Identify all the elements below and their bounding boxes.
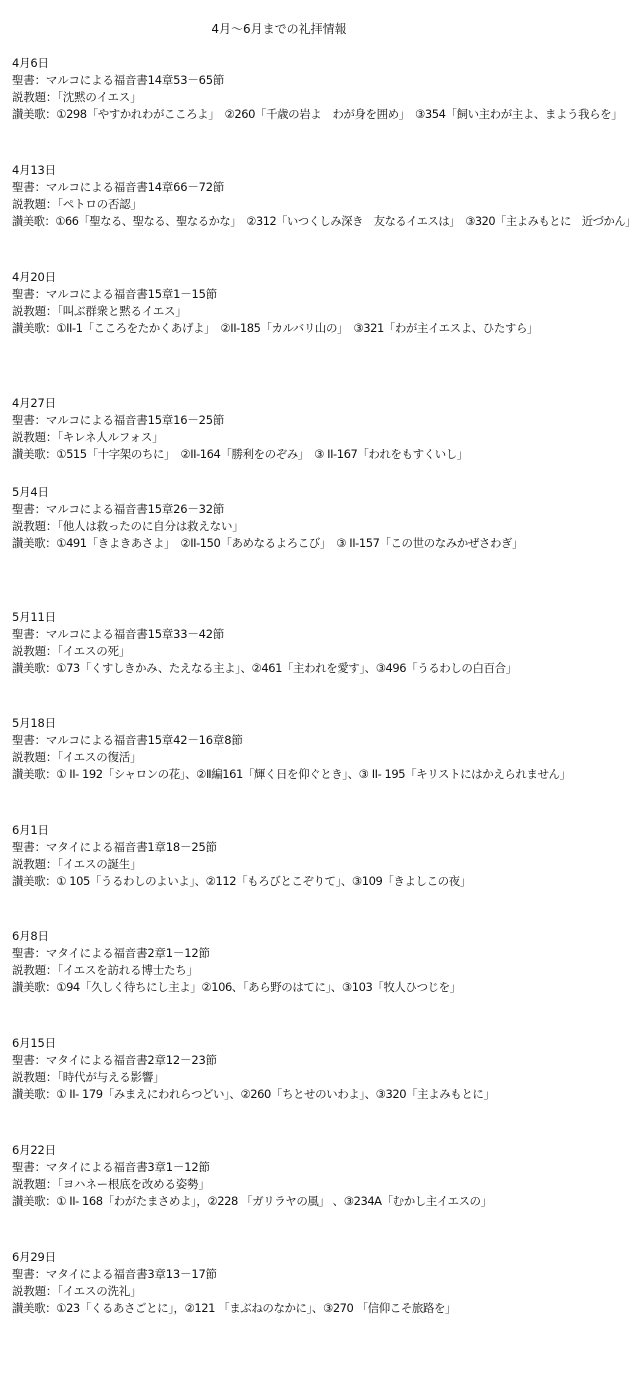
sermon-label: 説教題： — [12, 963, 58, 977]
entry-sermon: 「キレネ人ルフォス」 — [57, 430, 164, 444]
service-entry-0615 — [12, 1035, 636, 1103]
entry-scripture-line — [12, 626, 636, 643]
sermon-label: 説教題： — [12, 197, 58, 211]
entry-scripture-line — [12, 1266, 636, 1283]
sermon-label: 説教題： — [12, 1284, 58, 1298]
entry-hymns: ①94「久しく待ちにし主よ」②106、「あら野のはてに」、③103「牧人ひつじを」 — [56, 980, 461, 994]
hymns-label: 讃美歌： — [12, 874, 57, 888]
entry-scripture: マタイによる福音書2章1－12節 — [45, 946, 210, 960]
entry-sermon: 「沈黙のイエス」 — [57, 90, 142, 104]
entry-date: 6月22日 — [12, 1143, 56, 1157]
entry-sermon: 「叫ぶ群衆と黙るイエス」 — [57, 304, 187, 318]
entry-hymns-line — [12, 106, 636, 123]
scripture-label: 聖書： — [12, 180, 46, 194]
entry-hymns-line — [12, 1086, 636, 1103]
scripture-label: 聖書： — [12, 1160, 46, 1174]
entry-scripture-line — [12, 1052, 636, 1069]
sermon-label: 説教題： — [12, 90, 58, 104]
scripture-label: 聖書： — [12, 627, 46, 641]
entry-sermon-line — [12, 1283, 636, 1300]
entry-sermon-line — [12, 518, 636, 535]
entry-hymns-line — [12, 660, 636, 677]
service-entry-0518 — [12, 715, 636, 783]
service-entry-0406 — [12, 55, 636, 123]
entry-date: 5月18日 — [12, 716, 56, 730]
entry-hymns: ①515「十字架のちに」 ②II-164「勝利をのぞみ」 ③ II-167「われをもすくいし」 — [56, 447, 468, 461]
entry-sermon: 「他人は救ったのに自分は救えない」 — [57, 519, 244, 533]
hymns-label: 讃美歌： — [12, 447, 57, 461]
entry-scripture: マルコによる福音書15章1－15節 — [45, 287, 218, 301]
entry-scripture: マルコによる福音書14章66－72節 — [45, 180, 225, 194]
entry-scripture: マルコによる福音書15章33－42節 — [45, 627, 225, 641]
sermon-label: 説教題： — [12, 644, 58, 658]
entry-sermon: 「ヨハネー根底を改める姿勢」 — [57, 1177, 210, 1191]
scripture-label: 聖書： — [12, 1267, 46, 1281]
entry-sermon-line — [12, 856, 636, 873]
entry-date: 4月6日 — [12, 56, 49, 70]
sermon-label: 説教題： — [12, 304, 58, 318]
entry-hymns: ①66「聖なる、聖なる、聖なるかな」 ②312「いつくしみ深き 友なるイエスは」 ③320「主よみもとに 近づかん」 — [55, 214, 637, 228]
sermon-label: 説教題： — [12, 857, 58, 871]
entry-sermon: 「ペトロの否認」 — [57, 197, 142, 211]
entry-scripture-line — [12, 945, 636, 962]
entry-scripture-line — [12, 501, 636, 518]
scripture-label: 聖書： — [12, 413, 46, 427]
entry-hymns: ①73「くすしきかみ、たえなる主よ」、②461「主われを愛す」、③496「うるわしの白百合」 — [56, 661, 517, 675]
entry-date: 4月27日 — [12, 396, 56, 410]
entry-date: 4月20日 — [12, 270, 56, 284]
entry-hymns-line — [12, 213, 637, 230]
entry-hymns-line — [12, 1300, 636, 1317]
hymns-label: 讃美歌： — [12, 661, 57, 675]
entry-hymns: ①II-1「こころをたかくあげよ」 ②II-185「カルバリ山の」 ③321「わが主イエスよ、ひたすら」 — [56, 321, 539, 335]
sermon-label: 説教題： — [12, 750, 58, 764]
hymns-label: 讃美歌： — [12, 321, 57, 335]
entry-scripture-line — [12, 732, 636, 749]
entry-scripture: マタイによる福音書1章18－25節 — [45, 840, 217, 854]
hymns-label: 讃美歌： — [12, 214, 56, 228]
service-entry-0622 — [12, 1142, 636, 1210]
service-entry-0629 — [12, 1249, 636, 1317]
entry-date: 4月13日 — [12, 163, 56, 177]
entry-hymns: ① II- 168「わがたまさめよ」，②228 「ガリラヤの風」 、③234A「むかし主イエスの」 — [56, 1194, 492, 1208]
sermon-label: 説教題： — [12, 1070, 58, 1084]
service-entry-0601 — [12, 822, 636, 890]
hymns-label: 讃美歌： — [12, 107, 57, 121]
service-entry-0608 — [12, 928, 636, 996]
service-entry-0420 — [12, 269, 636, 337]
entry-date: 6月1日 — [12, 823, 49, 837]
entry-scripture: マタイによる福音書3章1－12節 — [45, 1160, 210, 1174]
entry-sermon: 「イエスの死」 — [57, 644, 131, 658]
entry-hymns-line — [12, 320, 636, 337]
entry-sermon: 「イエスの洗礼」 — [57, 1284, 142, 1298]
entry-sermon-line — [12, 429, 636, 446]
entry-sermon: 「時代が与える影響」 — [57, 1070, 165, 1084]
service-entry-0413 — [12, 162, 636, 230]
entry-scripture: マルコによる福音書15章42－16章8節 — [45, 733, 243, 747]
sermon-label: 説教題： — [12, 430, 58, 444]
hymns-label: 讃美歌： — [12, 1194, 57, 1208]
sermon-label: 説教題： — [12, 519, 58, 533]
entry-sermon-line — [12, 1176, 636, 1193]
entry-hymns: ① II- 192「シャロンの花」、②Ⅱ編161「輝く日を仰ぐとき」、③ II- 195「キリストにはかえられません」 — [56, 767, 571, 781]
scripture-label: 聖書： — [12, 946, 46, 960]
entry-scripture: マタイによる福音書2章12－23節 — [45, 1053, 217, 1067]
service-entry-0504 — [12, 484, 636, 552]
scripture-label: 聖書： — [12, 840, 46, 854]
entry-sermon-line — [12, 303, 636, 320]
entry-hymns: ①298「やすかれわがこころよ」 ②260「千歳の岩よ わが身を囲め」 ③354「飼い主わが主よ、まよう我らを」 — [56, 107, 623, 121]
entry-scripture: マルコによる福音書15章26－32節 — [45, 502, 225, 516]
entry-date: 5月4日 — [12, 485, 49, 499]
entry-scripture-line — [12, 412, 636, 429]
scripture-label: 聖書： — [12, 733, 46, 747]
scripture-label: 聖書： — [12, 502, 46, 516]
entry-sermon-line — [12, 1069, 636, 1086]
entry-sermon: 「イエスの復活」 — [57, 750, 142, 764]
entry-scripture-line — [12, 839, 636, 856]
entry-hymns: ① 105「うるわしのよいよ」、②112「もろびとこぞりて」、③109「きよしこの夜」 — [56, 874, 471, 888]
entry-scripture: マタイによる福音書3章13－17節 — [45, 1267, 217, 1281]
entry-hymns: ①23「くるあさごとに」，②121 「まぶねのなかに」、③270 「信仰こそ旅路を」 — [56, 1301, 457, 1315]
service-entry-0427 — [12, 395, 636, 463]
entry-hymns-line — [12, 979, 636, 996]
entry-hymns-line — [12, 873, 636, 890]
hymns-label: 讃美歌： — [12, 1301, 57, 1315]
entry-scripture-line — [12, 72, 636, 89]
hymns-label: 讃美歌： — [12, 980, 57, 994]
hymns-label: 讃美歌： — [12, 1087, 57, 1101]
hymns-label: 讃美歌： — [12, 536, 57, 550]
entry-scripture: マルコによる福音書15章16－25節 — [45, 413, 225, 427]
entry-date: 6月8日 — [12, 929, 49, 943]
entry-sermon-line — [12, 643, 636, 660]
entry-date: 6月15日 — [12, 1036, 56, 1050]
service-entry-0511 — [12, 609, 636, 677]
entry-sermon-line — [12, 196, 636, 213]
hymns-label: 讃美歌： — [12, 767, 57, 781]
entry-hymns-line — [12, 766, 636, 783]
page-title: 4月～6月までの礼拝情報 — [211, 22, 347, 36]
entry-hymns-line — [12, 1193, 636, 1210]
scripture-label: 聖書： — [12, 73, 46, 87]
entry-scripture-line — [12, 286, 636, 303]
entry-hymns-line — [12, 535, 636, 552]
entry-scripture-line — [12, 1159, 636, 1176]
entry-date: 6月29日 — [12, 1250, 56, 1264]
entry-hymns-line — [12, 446, 636, 463]
entry-scripture: マルコによる福音書14章53－65節 — [45, 73, 225, 87]
scripture-label: 聖書： — [12, 287, 46, 301]
entry-date: 5月11日 — [12, 610, 56, 624]
scripture-label: 聖書： — [12, 1053, 46, 1067]
entry-sermon-line — [12, 962, 636, 979]
sermon-label: 説教題： — [12, 1177, 58, 1191]
entry-hymns: ①491「きよきあさよ」 ②II-150「あめなるよろこび」 ③ II-157「この世のなみかぜさわぎ」 — [56, 536, 524, 550]
entry-sermon: 「イエスを訪れる博士たち」 — [57, 963, 198, 977]
entry-sermon: 「イエスの誕生」 — [57, 857, 142, 871]
entry-sermon-line — [12, 749, 636, 766]
entry-sermon-line — [12, 89, 636, 106]
entry-scripture-line — [12, 179, 636, 196]
entry-hymns: ① II- 179「みまえにわれらつどい」、②260「ちとせのいわよ」、③320「主よみもとに」 — [56, 1087, 495, 1101]
